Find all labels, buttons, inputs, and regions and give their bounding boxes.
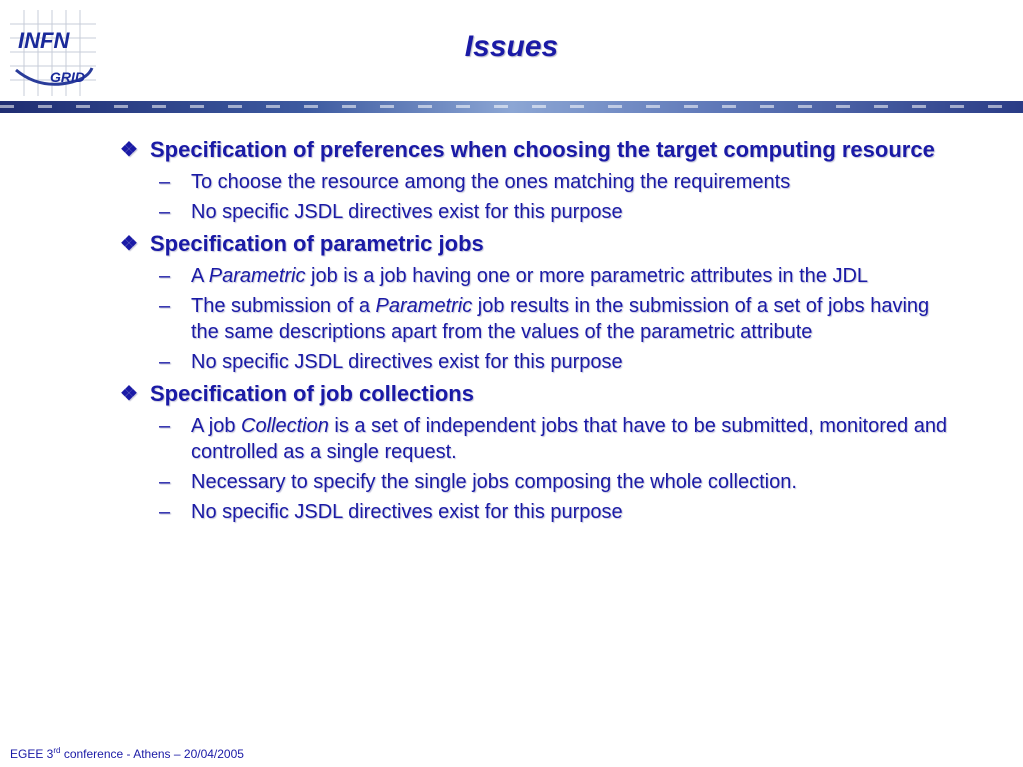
dash-icon: – — [159, 265, 171, 287]
slide-footer — [10, 746, 244, 761]
sub-item — [118, 349, 958, 375]
sub-item — [118, 499, 958, 525]
sub-item-text-post: is a set of independent jobs that have to be submitted, monitored and controlled as a single request. — [191, 415, 948, 463]
dash-icon: – — [159, 351, 171, 373]
sub-item — [118, 263, 958, 289]
sub-item-text-pre: A job — [191, 415, 242, 437]
sub-item — [118, 199, 958, 225]
bullet-text: Specification of job collections — [150, 381, 474, 406]
bullet-item — [118, 229, 958, 259]
sub-item — [118, 169, 958, 195]
sub-item-emphasis: Parametric — [208, 265, 306, 287]
svg-text:INFN: INFN — [18, 28, 70, 53]
bullet-item — [118, 135, 958, 165]
dash-icon: – — [159, 171, 171, 193]
footer-superscript: rd — [53, 746, 61, 755]
slide-content — [118, 131, 958, 525]
sub-item-emphasis: Collection — [241, 415, 329, 437]
dash-icon: – — [159, 471, 171, 493]
diamond-bullet-icon: ❖ — [120, 233, 138, 255]
sub-item — [118, 293, 958, 345]
footer-text-pre: EGEE 3 — [10, 747, 54, 761]
slide-title: Issues — [464, 30, 559, 63]
sub-item — [118, 469, 958, 495]
dash-icon: – — [159, 415, 171, 437]
bullet-text: Specification of parametric jobs — [150, 231, 484, 256]
bullet-item — [118, 379, 958, 409]
diamond-bullet-icon: ❖ — [120, 139, 138, 161]
svg-text:GRID: GRID — [50, 69, 85, 85]
sub-item-emphasis: Parametric — [375, 295, 473, 317]
footer-text-post: conference - Athens – 20/04/2005 — [60, 747, 244, 761]
dash-icon: – — [159, 295, 171, 317]
sub-item-text: No specific JSDL directives exist for this purpose — [191, 351, 623, 373]
sub-item-text: To choose the resource among the ones matching the requirements — [191, 171, 791, 193]
sub-item-text: No specific JSDL directives exist for this purpose — [191, 201, 623, 223]
sub-item-text: Necessary to specify the single jobs composing the whole collection. — [191, 471, 797, 493]
sub-item-text-post: job is a job having one or more parametric attributes in the JDL — [305, 265, 869, 287]
sub-item-text-pre: A — [191, 265, 209, 287]
dash-icon: – — [159, 201, 171, 223]
sub-item-text: No specific JSDL directives exist for this purpose — [191, 501, 623, 523]
sub-item-text-pre: The submission of a — [191, 295, 376, 317]
diamond-bullet-icon: ❖ — [120, 383, 138, 405]
sub-item-text-post: job results in the submission of a set of jobs having the same descriptions apart from the values of the parametric attribute — [191, 295, 930, 343]
header-divider-bar — [0, 101, 1023, 113]
dash-icon: – — [159, 501, 171, 523]
sub-item — [118, 413, 958, 465]
bullet-text: Specification of preferences when choosing the target computing resource — [150, 137, 935, 162]
